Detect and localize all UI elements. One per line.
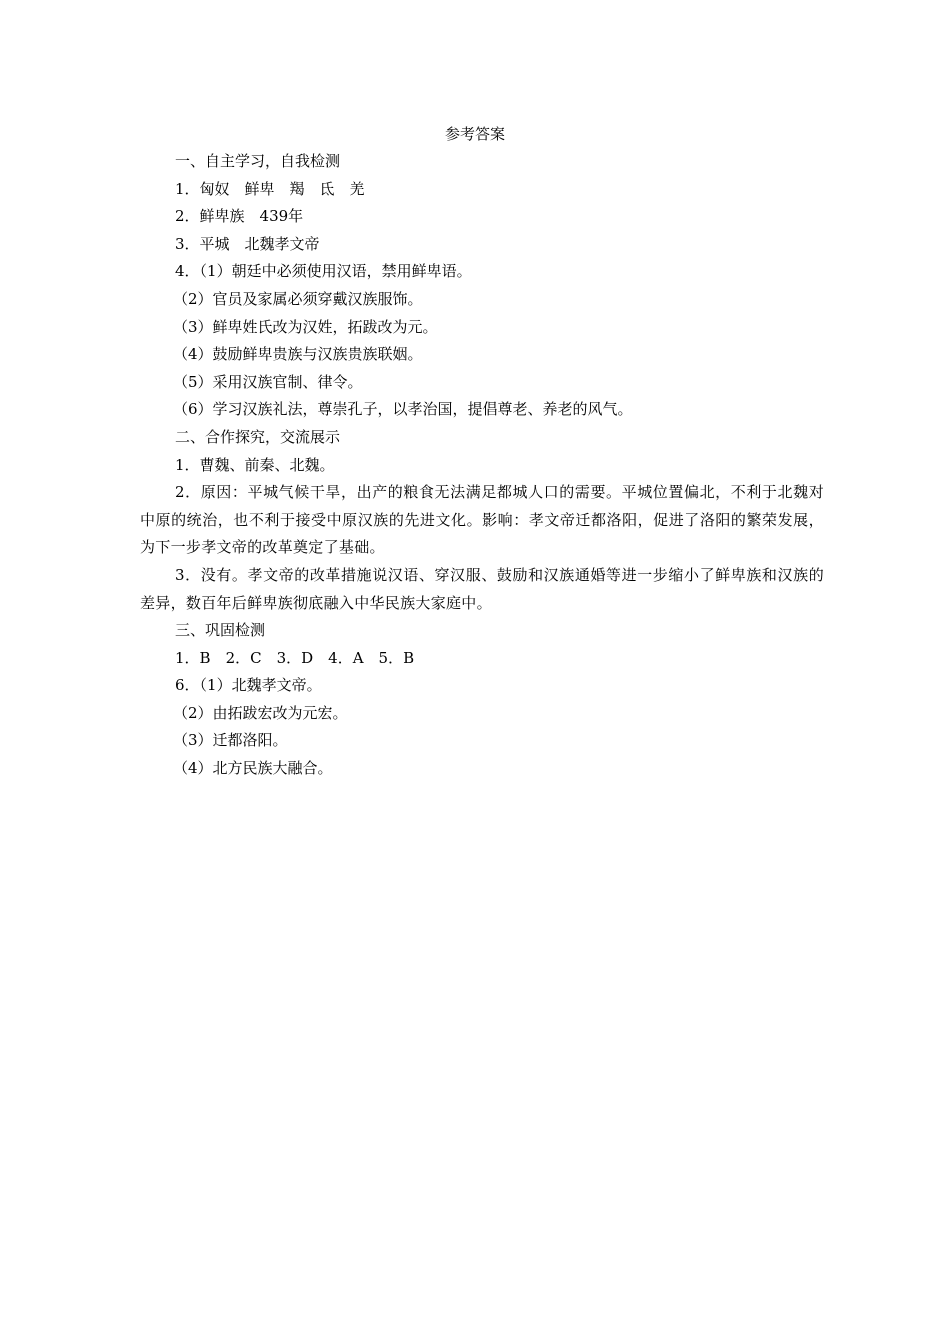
- answer-paragraph: 3．没有。孝文帝的改革措施说汉语、穿汉服、鼓励和汉族通婚等进一步缩小了鲜卑族和汉族的差异，数百年后鲜卑族彻底融入中华民族大家庭中。: [140, 565, 824, 612]
- answer-subitem: （2）官员及家属必须穿戴汉族服饰。: [173, 289, 423, 308]
- section-heading: 二、合作探究，交流展示: [175, 427, 341, 446]
- page-title: 参考答案: [444, 125, 505, 143]
- answer-item: 2．鲜卑族 439年: [175, 207, 304, 226]
- answer-item: 6．（1）北魏孝文帝。: [175, 676, 322, 695]
- answer-subitem: （2）由拓跋宏改为元宏。: [173, 703, 348, 722]
- answer-subitem: （6）学习汉族礼法，尊崇孔子，以孝治国，提倡尊老、养老的风气。: [173, 400, 633, 419]
- answer-subitem: （5）采用汉族官制、律令。: [173, 372, 363, 391]
- answer-paragraph: 2．原因：平城气候干旱，出产的粮食无法满足都城人口的需要。平城位置偏北，不利于北魏对中原的统治，也不利于接受中原汉族的先进文化。影响：孝文帝迁都洛阳，促进了洛阳的繁荣发展，为下一步孝文帝的改革奠定了基础。: [140, 483, 824, 557]
- section-heading: 一、自主学习，自我检测: [175, 152, 341, 170]
- answer-item: 1．匈奴 鲜卑 羯 氐 羌: [175, 179, 365, 198]
- answer-subitem: （4）鼓励鲜卑贵族与汉族贵族联姻。: [173, 345, 423, 364]
- answer-item: 4．（1）朝廷中必须使用汉语，禁用鲜卑语。: [175, 262, 472, 281]
- answer-subitem: （3）鲜卑姓氏改为汉姓，拓跋改为元。: [173, 317, 438, 336]
- answer-item: 1．曹魏、前秦、北魏。: [175, 455, 335, 474]
- answer-item: 3．平城 北魏孝文帝: [175, 234, 320, 253]
- answer-content: [140, 148, 824, 783]
- answer-subitem: （3）迁都洛阳。: [173, 731, 288, 750]
- answer-subitem: （4）北方民族大融合。: [173, 759, 333, 778]
- answer-item: 1．B 2．C 3．D 4．A 5．B: [175, 648, 415, 667]
- section-heading: 三、巩固检测: [175, 621, 266, 640]
